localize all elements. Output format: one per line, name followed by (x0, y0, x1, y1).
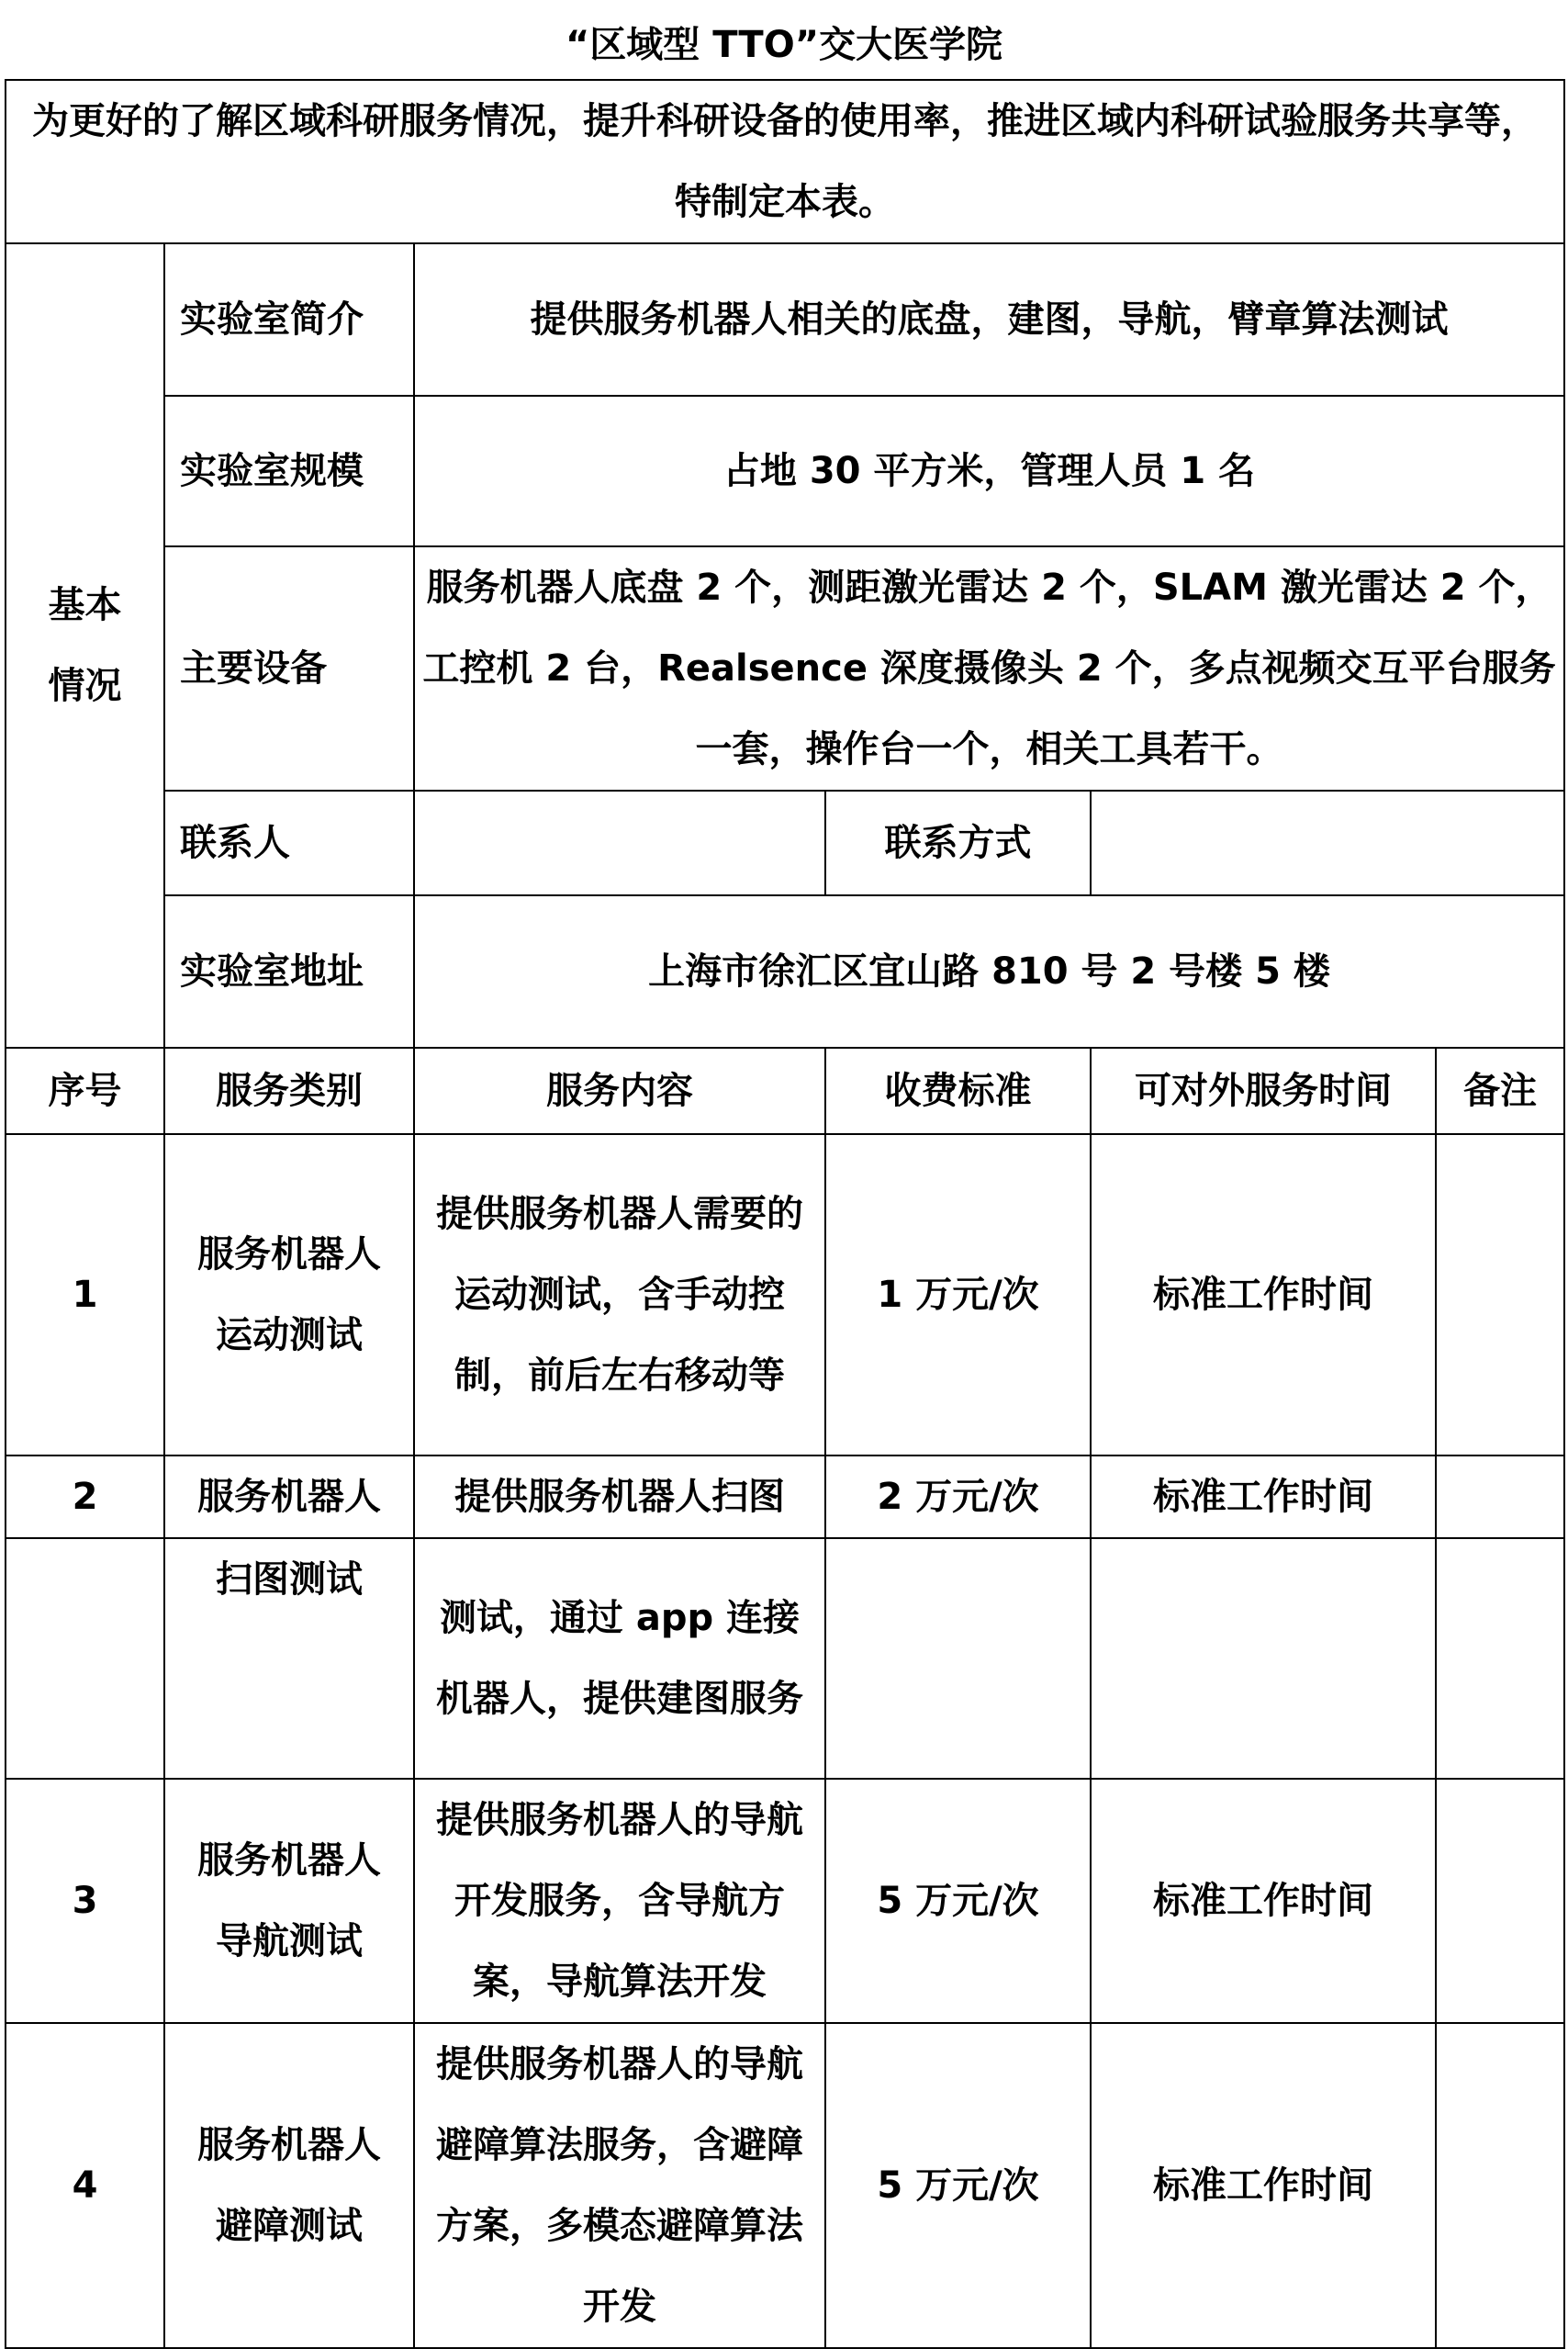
row-category: 扫图测试 (164, 1538, 414, 1779)
row-fee: 1 万元/次 (825, 1134, 1091, 1455)
row-time: 标准工作时间 (1091, 2023, 1436, 2348)
row-note (1436, 1455, 1564, 1538)
row-fee: 5 万元/次 (825, 1779, 1091, 2023)
table-row (6, 1134, 1564, 1455)
row-note (1436, 2023, 1564, 2348)
row-category: 服务机器人避障测试 (164, 2023, 414, 2348)
row-time: 标准工作时间 (1091, 1779, 1436, 2023)
lab-scale-label: 实验室规模 (164, 396, 414, 546)
basic-section-label: 基本情况 (6, 243, 164, 1048)
contact-label: 联系人 (164, 791, 414, 895)
contact-method-label: 联系方式 (825, 791, 1091, 895)
equipment-value: 服务机器人底盘 2 个，测距激光雷达 2 个，SLAM 激光雷达 2 个，工控机 2 台，Realsence 深度摄像头 2 个，多点视频交互平台服务一套，操作台一个，相关工具若干。 (414, 546, 1564, 791)
address-label: 实验室地址 (164, 895, 414, 1048)
row-time: 标准工作时间 (1091, 1455, 1436, 1538)
tto-table (5, 79, 1565, 2349)
row-no: 2 (6, 1455, 164, 1538)
row-no: 3 (6, 1779, 164, 2023)
header-category: 服务类别 (164, 1048, 414, 1134)
row-content: 测试，通过 app 连接机器人，提供建图服务 (414, 1538, 825, 1779)
header-note: 备注 (1436, 1048, 1564, 1134)
table-row (6, 1779, 1564, 2023)
row-category: 服务机器人导航测试 (164, 1779, 414, 2023)
row-content: 提供服务机器人需要的运动测试，含手动控制，前后左右移动等 (414, 1134, 825, 1455)
page-title: “区域型 TTO”交大医学院 (566, 24, 1002, 66)
row-no: 4 (6, 2023, 164, 2348)
row-content: 提供服务机器人扫图 (414, 1455, 825, 1538)
row-no-empty (6, 1538, 164, 1779)
row-content: 提供服务机器人的导航开发服务，含导航方案，导航算法开发 (414, 1779, 825, 2023)
row-note (1436, 1779, 1564, 2023)
lab-intro-label: 实验室简介 (164, 243, 414, 396)
header-content: 服务内容 (414, 1048, 825, 1134)
header-no: 序号 (6, 1048, 164, 1134)
lab-intro-value: 提供服务机器人相关的底盘，建图，导航，臂章算法测试 (414, 243, 1564, 396)
row-no: 1 (6, 1134, 164, 1455)
row-fee-empty (825, 1538, 1091, 1779)
equipment-label: 主要设备 (164, 546, 414, 791)
row-content: 提供服务机器人的导航避障算法服务，含避障方案，多模态避障算法开发 (414, 2023, 825, 2348)
row-note-empty (1436, 1538, 1564, 1779)
header-time: 可对外服务时间 (1091, 1048, 1436, 1134)
row-time-empty (1091, 1538, 1436, 1779)
address-value: 上海市徐汇区宜山路 810 号 2 号楼 5 楼 (414, 895, 1564, 1048)
row-time: 标准工作时间 (1091, 1134, 1436, 1455)
table-row (6, 1455, 1564, 1538)
row-fee: 2 万元/次 (825, 1455, 1091, 1538)
table-row (6, 2023, 1564, 2348)
row-category: 服务机器人运动测试 (164, 1134, 414, 1455)
row-category: 服务机器人 (164, 1455, 414, 1538)
intro-text: 为更好的了解区域科研服务情况，提升科研设备的使用率，推进区域内科研试验服务共享等，特制定本表。 (6, 80, 1564, 243)
contact-value (414, 791, 825, 895)
row-fee: 5 万元/次 (825, 2023, 1091, 2348)
lab-scale-value: 占地 30 平方米，管理人员 1 名 (414, 396, 1564, 546)
contact-method-value (1091, 791, 1564, 895)
table-row-continued (6, 1538, 1564, 1779)
header-fee: 收费标准 (825, 1048, 1091, 1134)
row-note (1436, 1134, 1564, 1455)
